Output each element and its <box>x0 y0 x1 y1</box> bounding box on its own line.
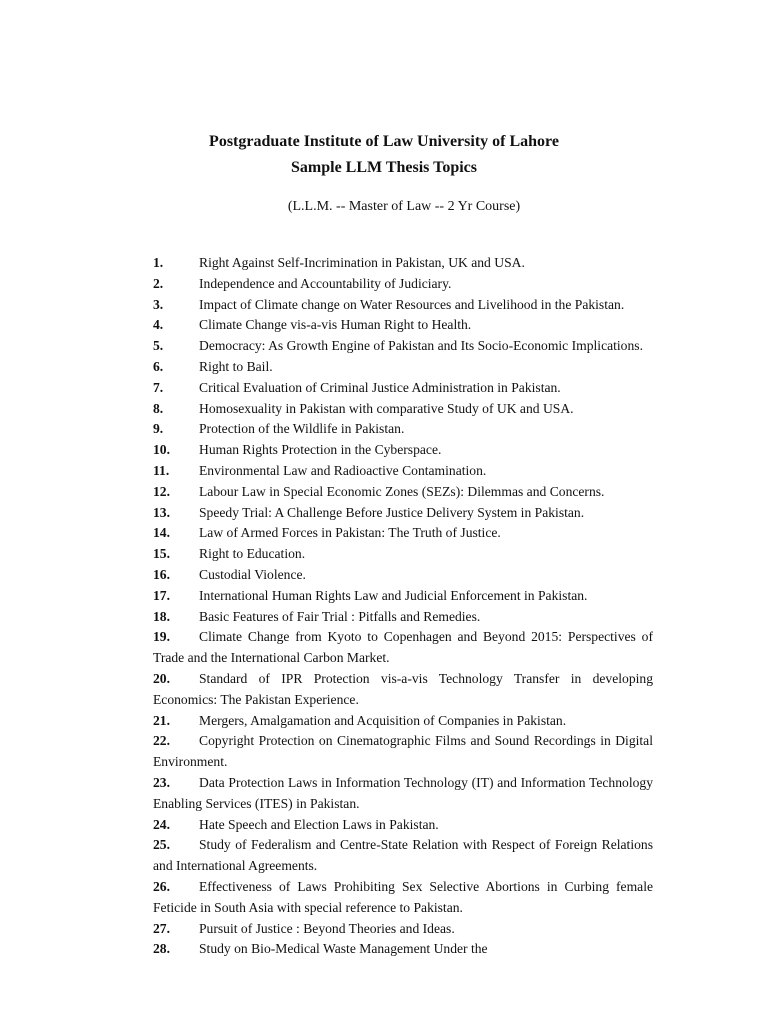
topic-text: Mergers, Amalgamation and Acquisition of Companies in Pakistan. <box>199 712 567 728</box>
topic-number: 18. <box>153 608 170 624</box>
thesis-topic-item <box>153 523 653 544</box>
thesis-topic-list <box>153 253 653 960</box>
document-subtitle-heading: Sample LLM Thesis Topics <box>291 159 477 176</box>
thesis-topic-item <box>153 315 653 336</box>
topic-text: Environmental Law and Radioactive Contamination. <box>199 462 487 478</box>
thesis-topic-item <box>153 378 653 399</box>
topic-text: Human Rights Protection in the Cyberspace. <box>199 442 442 458</box>
topic-number: 7. <box>153 379 164 395</box>
thesis-topic-item <box>153 877 653 919</box>
topic-number: 21. <box>153 712 170 728</box>
topic-number: 13. <box>153 504 170 520</box>
topic-text: Right Against Self-Incrimination in Pakistan, UK and USA. <box>199 255 525 270</box>
topic-number: 22. <box>153 733 170 749</box>
thesis-topic-item <box>153 295 653 316</box>
topic-text: Independence and Accountability of Judiciary. <box>199 275 452 291</box>
topic-number: 6. <box>153 358 164 374</box>
topic-text: Right to Education. <box>199 546 306 562</box>
thesis-topic-item <box>153 274 653 295</box>
topic-number: 4. <box>153 317 164 333</box>
topic-text: International Human Rights Law and Judicial Enforcement in Pakistan. <box>199 587 588 603</box>
topic-number: 9. <box>153 421 164 437</box>
topic-number: 3. <box>153 296 164 312</box>
topic-text: Critical Evaluation of Criminal Justice Administration in Pakistan. <box>199 379 561 395</box>
topic-number: 26. <box>153 878 170 894</box>
topic-number: 14. <box>153 525 170 541</box>
thesis-topic-item <box>153 835 653 877</box>
topic-number: 16. <box>153 566 170 582</box>
thesis-topic-item <box>153 544 653 565</box>
topic-number: 28. <box>153 941 170 957</box>
topic-number: 10. <box>153 442 170 458</box>
thesis-topic-item <box>153 586 653 607</box>
topic-text: Protection of the Wildlife in Pakistan. <box>199 421 405 437</box>
topic-number: 23. <box>153 774 170 790</box>
topic-number: 11. <box>153 462 170 478</box>
topic-number: 19. <box>153 629 170 645</box>
thesis-topic-item <box>153 773 653 815</box>
topic-number: 8. <box>153 400 164 416</box>
thesis-topic-item <box>153 503 653 524</box>
topic-text: Pursuit of Justice : Beyond Theories and Ideas. <box>199 920 455 936</box>
topic-text: Climate Change vis-a-vis Human Right to Health. <box>199 317 472 333</box>
topic-number: 27. <box>153 920 170 936</box>
topic-text: Study of Federalism and Centre-State Relation with Respect of Foreign Relations and International Agreements. <box>153 837 653 874</box>
topic-text: Basic Features of Fair Trial : Pitfalls and Remedies. <box>199 608 481 624</box>
thesis-topic-item <box>153 419 653 440</box>
topic-text: Standard of IPR Protection vis-a-vis Technology Transfer in developing Economics: The Pakistan Experience. <box>153 670 653 707</box>
thesis-topic-item <box>153 253 653 274</box>
topic-text: Democracy: As Growth Engine of Pakistan and Its Socio-Economic Implications. <box>199 338 643 354</box>
topic-text: Law of Armed Forces in Pakistan: The Truth of Justice. <box>199 525 501 541</box>
topic-text: Hate Speech and Election Laws in Pakistan. <box>199 816 439 832</box>
thesis-topic-item <box>153 815 653 836</box>
topic-number: 5. <box>153 338 164 354</box>
topic-text: Study on Bio-Medical Waste Management Under the <box>199 941 488 957</box>
thesis-topic-item <box>153 461 653 482</box>
thesis-topic-item <box>153 711 653 732</box>
topic-text: Impact of Climate change on Water Resources and Livelihood in the Pakistan. <box>199 296 625 312</box>
thesis-topic-item <box>153 565 653 586</box>
topic-number: 12. <box>153 483 170 499</box>
topic-text: Custodial Violence. <box>199 566 306 582</box>
topic-text: Effectiveness of Laws Prohibiting Sex Selective Abortions in Curbing female Feticide in South Asia with special reference to Pakistan. <box>153 878 653 915</box>
thesis-topic-item <box>153 919 653 940</box>
course-description: (L.L.M. -- Master of Law -- 2 Yr Course) <box>287 199 521 214</box>
thesis-topic-item <box>153 607 653 628</box>
topic-text: Copyright Protection on Cinematographic Films and Sound Recordings in Digital Environment. <box>153 733 653 770</box>
topic-text: Climate Change from Kyoto to Copenhagen and Beyond 2015: Perspectives of Trade and the International Carbon Market. <box>153 629 653 666</box>
thesis-topic-item <box>153 440 653 461</box>
topic-text: Right to Bail. <box>199 358 273 374</box>
thesis-topic-item <box>153 357 653 378</box>
topic-number: 15. <box>153 546 170 562</box>
thesis-topic-item <box>153 731 653 773</box>
thesis-topic-item <box>153 336 653 357</box>
thesis-topic-item <box>153 627 653 669</box>
document-title: Postgraduate Institute of Law University of Lahore <box>209 133 559 150</box>
topic-text: Homosexuality in Pakistan with comparative Study of UK and USA. <box>199 400 574 416</box>
topic-number: 2. <box>153 275 164 291</box>
topic-text: Labour Law in Special Economic Zones (SEZs): Dilemmas and Concerns. <box>199 483 605 499</box>
topic-number: 24. <box>153 816 170 832</box>
thesis-topic-item <box>153 482 653 503</box>
topic-number: 17. <box>153 587 170 603</box>
topic-text: Speedy Trial: A Challenge Before Justice Delivery System in Pakistan. <box>199 504 585 520</box>
thesis-topic-item <box>153 939 653 960</box>
topic-number: 20. <box>153 670 170 686</box>
thesis-topic-item <box>153 399 653 420</box>
topic-number: 25. <box>153 837 170 853</box>
topic-text: Data Protection Laws in Information Technology (IT) and Information Technology Enabling Services (ITES) in Pakistan. <box>153 774 653 811</box>
topic-number: 1. <box>153 255 164 270</box>
thesis-topic-item <box>153 669 653 711</box>
